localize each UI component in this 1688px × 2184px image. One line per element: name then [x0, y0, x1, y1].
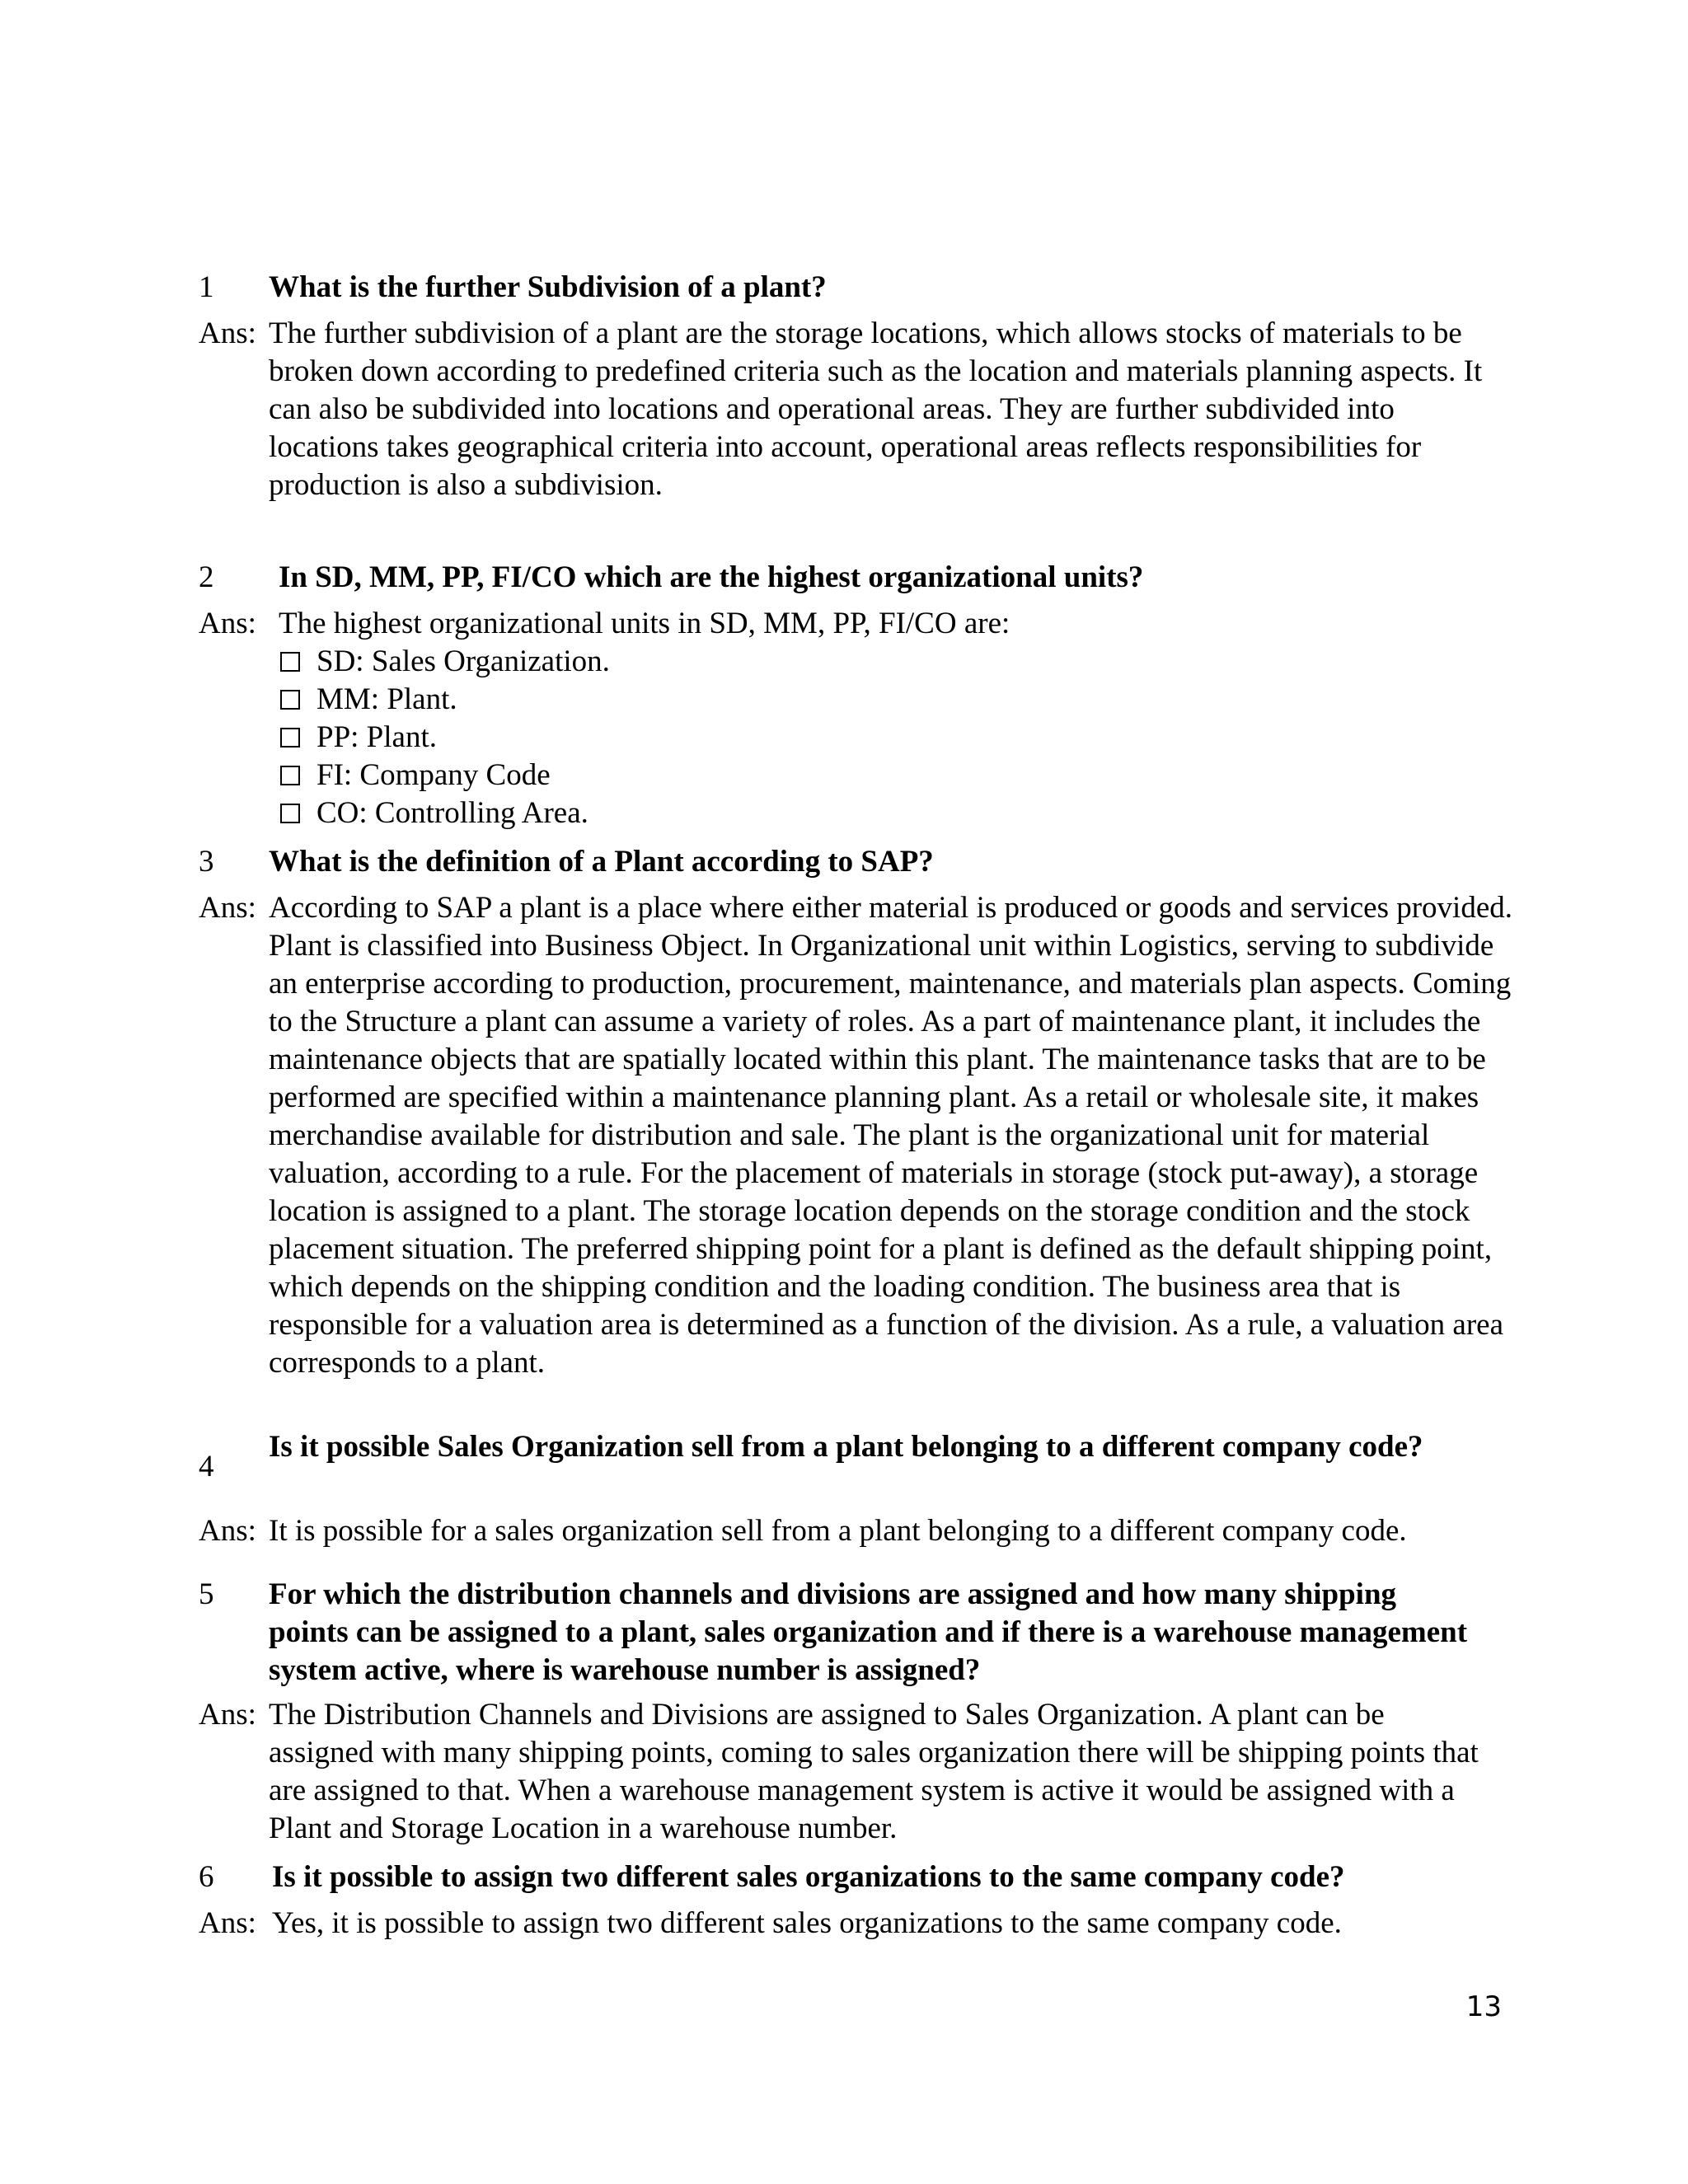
question-text: Is it possible Sales Organization sell from a plant belonging to a different company code? — [269, 1430, 1423, 1464]
answer-label: Ans: — [199, 1514, 256, 1548]
question-number: 6 — [199, 1860, 214, 1894]
question-text: What is the further Subdivision of a plant? — [269, 270, 827, 304]
question-number: 3 — [199, 845, 214, 879]
list-item — [280, 719, 1434, 757]
list-item — [280, 681, 1434, 719]
answer-label: Ans: — [199, 316, 256, 350]
checkbox-icon — [280, 804, 300, 823]
question-text: What is the definition of a Plant according to SAP? — [269, 845, 934, 879]
checkbox-icon — [280, 652, 300, 672]
answer-label: Ans: — [199, 1906, 256, 1940]
page-number: 13 — [1465, 1990, 1502, 2023]
answer-label: Ans: — [199, 607, 256, 640]
list-item-text: PP: Plant. — [316, 720, 437, 754]
question-number: 4 — [199, 1450, 214, 1483]
answer-label: Ans: — [199, 1698, 256, 1732]
question-text: Is it possible to assign two different sales organizations to the same company code? — [272, 1860, 1345, 1894]
question-number: 2 — [199, 560, 214, 594]
list-item-text: CO: Controlling Area. — [316, 796, 588, 830]
answer-text: The Distribution Channels and Divisions are assigned to Sales Organization. A plant can be assigned with many shipping points, coming to sales organization there will be shipping points that are assigned to that. When a warehouse management system is active it would be assigned with a Plant and Storage Location in a warehouse number. — [269, 1698, 1479, 1845]
checkbox-icon — [280, 766, 300, 785]
answer-text: Yes, it is possible to assign two different sales organizations to the same company code. — [272, 1906, 1342, 1940]
list-item-text: SD: Sales Organization. — [316, 644, 610, 678]
answer-text: The further subdivision of a plant are the storage locations, which allows stocks of materials to be broken down according to predefined criteria such as the location and materials planning aspects. It can also be subdivided into locations and operational areas. They are further subdivided into locations takes geographical criteria into account, operational areas reflects responsibilities for production is also a subdivision. — [269, 316, 1483, 502]
list-item-text: MM: Plant. — [316, 682, 457, 716]
answer-text: It is possible for a sales organization sell from a plant belonging to a different company code. — [269, 1514, 1407, 1548]
question-number: 1 — [199, 270, 214, 304]
question-number: 5 — [199, 1577, 214, 1611]
answer-text: The highest organizational units in SD, MM, PP, FI/CO are: — [279, 607, 1010, 640]
answer-label: Ans: — [199, 891, 256, 925]
bullet-list — [280, 643, 1434, 832]
list-item — [280, 643, 1434, 681]
list-item — [280, 757, 1434, 794]
answer-text: According to SAP a plant is a place where either material is produced or goods and services provided. Plant is classified into Business Object. In Organizational unit within Logistics, serving to subdivide an enterprise according to production, procurement, maintenance, and materials plan aspects. Coming to the Structure a plant can assume a variety of roles. As a part of maintenance plant, it includes the maintenance objects that are spatially located within this plant. The maintenance tasks that are to be performed are specified within a maintenance planning plant. As a retail or wholesale site, it makes merchandise available for distribution and sale. The plant is the organizational unit for material valuation, according to a rule. For the placement of materials in storage (stock put-away), a storage location is assigned to a plant. The storage location depends on the storage condition and the stock placement situation. The preferred shipping point for a plant is defined as the default shipping point, which depends on the shipping condition and the loading condition. The business area that is responsible for a valuation area is determined as a function of the division. As a rule, a valuation area corresponds to a plant. — [269, 891, 1512, 1380]
list-item — [280, 794, 1434, 832]
question-text: In SD, MM, PP, FI/CO which are the highest organizational units? — [279, 560, 1144, 594]
checkbox-icon — [280, 728, 300, 748]
question-text: For which the distribution channels and divisions are assigned and how many shipping points can be assigned to a plant, sales organization and if there is a warehouse management system active, where is warehouse number is assigned? — [269, 1577, 1468, 1687]
list-item-text: FI: Company Code — [316, 758, 551, 792]
checkbox-icon — [280, 690, 300, 710]
